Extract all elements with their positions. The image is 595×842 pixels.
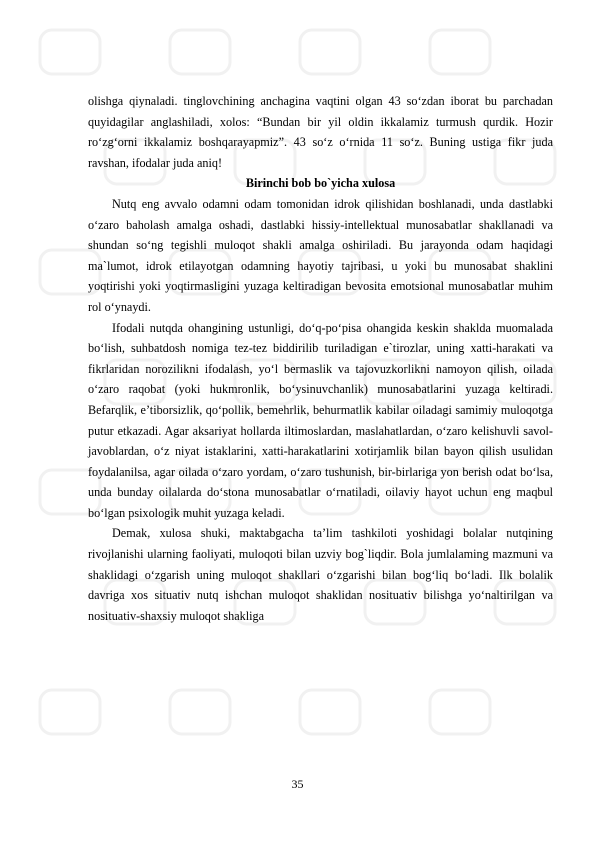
page-number: 35: [291, 777, 304, 791]
section-heading: Birinchi bob bo`yicha xulosa: [245, 176, 396, 191]
document-body: [88, 91, 553, 626]
paragraph-expressive-speech: Ifodali nutqda ohangining ustunligi, do‘q-po‘pisa ohangida keskin shaklda muomalada bo‘lish, suhbatdosh nomiga tez-tez biddirilib turiladigan e`tirozlar, uning xatti-harakati va fikrlaridan norozilikni ifodalash, yo‘l bermaslik va tajovuzkorlikni namoyon qilish, oilada o‘zaro raqobat (yoki hukmronlik, bo‘ysinuvchanlik) munosabatlarini yuzaga keltiradi. Befarqlik, e’tiborsizlik, qo‘pollik, bemehrlik, behurmatlik kabilar oiladagi samimiy muloqotga putur etkazadi. Agar aksariyat hollarda iltimoslardan, maslahatlardan, o‘zaro kelishuvli savol-javoblardan, o‘z niyat istaklarini, xatti-harakatlarini xotirjamlik bilan bayon qilish usulidan foydalanilsa, agar oilada o‘zaro yordam, o‘zaro tushunish, bir-birlariga yon berish odat bo‘lsa, unda bunday oilalarda do‘stona munosabatlar o‘rnatiladi, oilaviy hayot uchun eng maqbul bo‘lgan psixologik muhit yuzaga keladi.: [88, 320, 553, 520]
paragraph-speech-perception: Nutq eng avvalo odamni odam tomonidan idrok qilishidan boshlanadi, unda dastlabki o‘zaro baholash amalga oshadi, dastlabki hissiy-intellektual munosabatlar shakllanadi va shundan so‘ng tegishli muloqot shakli amalga oshiriladi. Bu jarayonda odam haqidagi ma`lumot, idrok etilayotgan odamning hayotiy tajribasi, u yoki bu munosabat shaklini yoqtirishi yoki yoqtirmasligini yuzaga keltiradigan bevosita emotsional munosabatlar muhim rol o‘ynaydi.: [88, 196, 553, 314]
paragraph-conclusion: Demak, xulosa shuki, maktabgacha ta’lim tashkiloti yoshidagi bolalar nutqining rivojlanishi ularning faoliyati, muloqoti bilan uzviy bog`liqdir. Bola jumlalaming mazmuni va shaklidagi o‘zgarish uning muloqot shakllari o‘zgarishi bilan bog‘liq bo‘ladi. Ilk bolalik davriga xos situativ nutq ishchan muloqot shaklidan nosituativ bilishga yo‘naltirilgan va nosituativ-shaxsiy muloqot shakliga: [88, 526, 553, 623]
paragraph-continuation: olishga qiynaladi. tinglovchining anchagina vaqtini olgan 43 so‘zdan iborat bu parchadan quyidagilar anglashiladi, xolos: “Bundan bir yil oldin ikkalamiz turmush qurdik. Hozir ro‘zg‘orni ikkalamiz boshqarayapmiz”. 43 so‘z o‘rnida 11 so‘z. Buning ustiga fikr juda ravshan, ifodalar juda aniq!: [88, 94, 553, 170]
